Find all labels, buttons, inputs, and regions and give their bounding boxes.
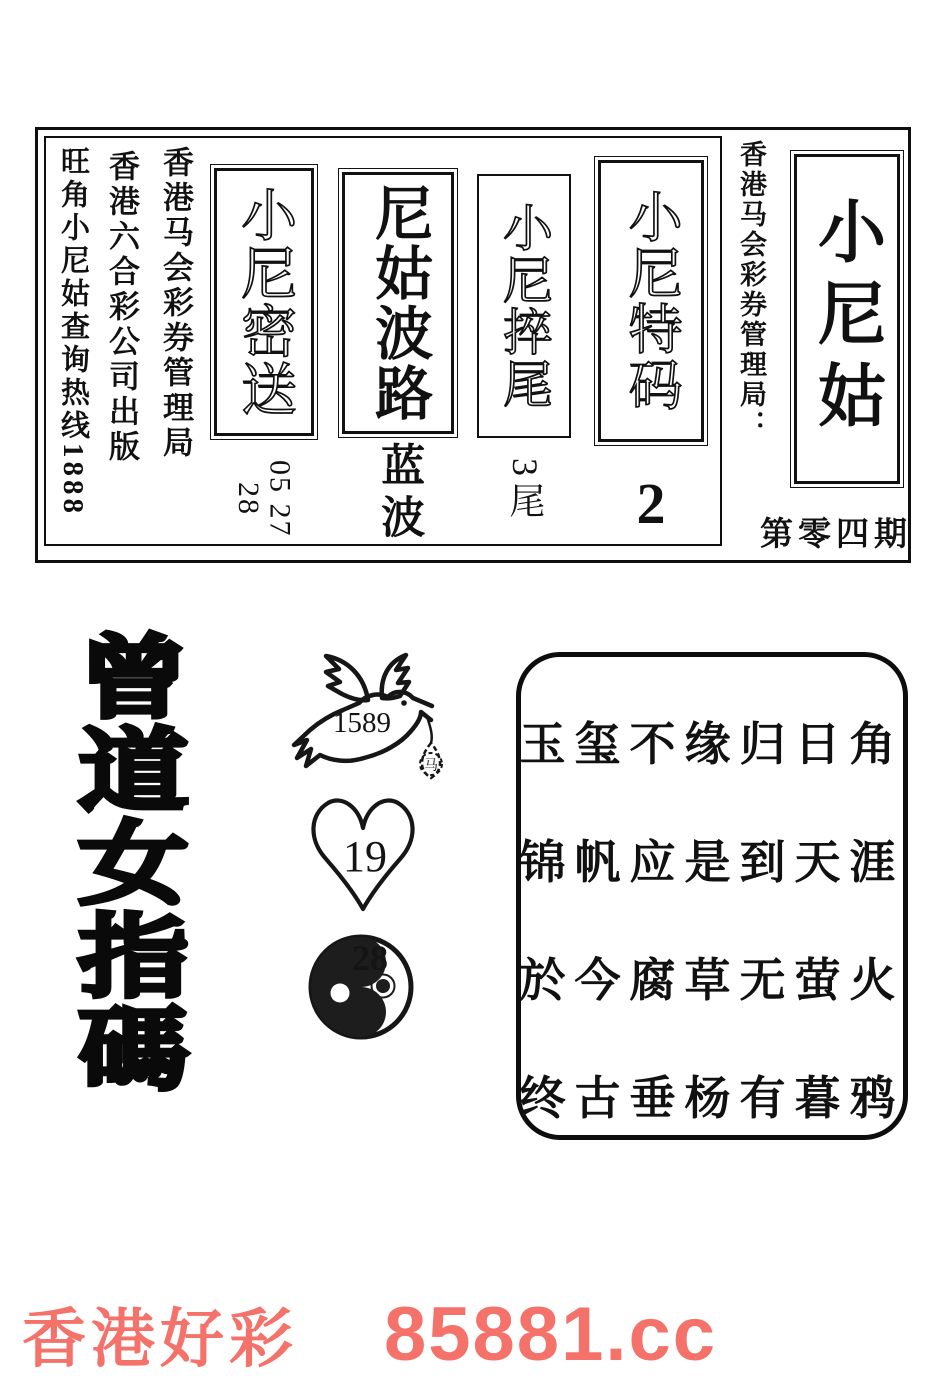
masthead-box xyxy=(35,127,911,563)
publisher-line-company: 香港六合彩公司出版 xyxy=(104,150,139,465)
heart-icon xyxy=(302,788,424,916)
footer-site-name: 香港好彩 xyxy=(22,1303,298,1375)
publisher-line-hotline: 旺角小尼姑查询热线1888 xyxy=(57,146,89,517)
footer-banner xyxy=(22,1286,717,1382)
tip-box xyxy=(214,168,314,436)
tip-title: 尼姑波路 xyxy=(366,183,432,423)
tip-value-numbers: 05 27 28 xyxy=(232,460,297,538)
tip-title: 小尼特码 xyxy=(621,189,682,413)
brand-box xyxy=(794,154,900,484)
publisher-line-authority: 香港马会彩券管理局 xyxy=(158,146,193,461)
poem-line: 终古垂杨有暮鸦 xyxy=(519,1073,905,1124)
heart-number: 19 xyxy=(343,832,387,881)
footer-site-url: 85881.cc xyxy=(384,1291,717,1377)
poem-box xyxy=(516,652,908,1140)
taiji-number: 28 xyxy=(352,938,388,978)
series-title: 曾道女指碼 xyxy=(59,630,188,1095)
dove-number: 1589 xyxy=(333,707,391,739)
dove-tag: 马 xyxy=(424,759,438,774)
poem-line: 锦帆应是到天涯 xyxy=(519,837,905,888)
issue-label: 第零四期 xyxy=(760,517,912,553)
tip-column-tail xyxy=(476,174,572,524)
tip-box xyxy=(477,174,571,438)
tip-column-secret-pick xyxy=(211,168,317,558)
tip-title: 小尼密送 xyxy=(233,186,296,418)
tip-title: 小尼捽尾 xyxy=(496,202,552,410)
poem-line: 於今腐草无萤火 xyxy=(519,955,905,1006)
poem-line: 玉玺不缘归日角 xyxy=(519,719,905,770)
tip-value-tail: 3尾 xyxy=(504,458,545,524)
tip-column-special xyxy=(595,160,707,535)
masthead-inner-box xyxy=(44,136,722,546)
dove-icon xyxy=(282,648,454,800)
tip-column-wave xyxy=(339,172,457,546)
tip-value-special: 2 xyxy=(636,471,666,536)
tip-box xyxy=(342,172,454,434)
taiji-icon xyxy=(306,932,416,1042)
authority-line: 香港马会彩券管理局： xyxy=(736,140,766,440)
tip-box xyxy=(598,160,704,442)
tip-value-wave: 蓝波 xyxy=(374,442,424,546)
brand-title: 小尼姑 xyxy=(808,196,885,442)
